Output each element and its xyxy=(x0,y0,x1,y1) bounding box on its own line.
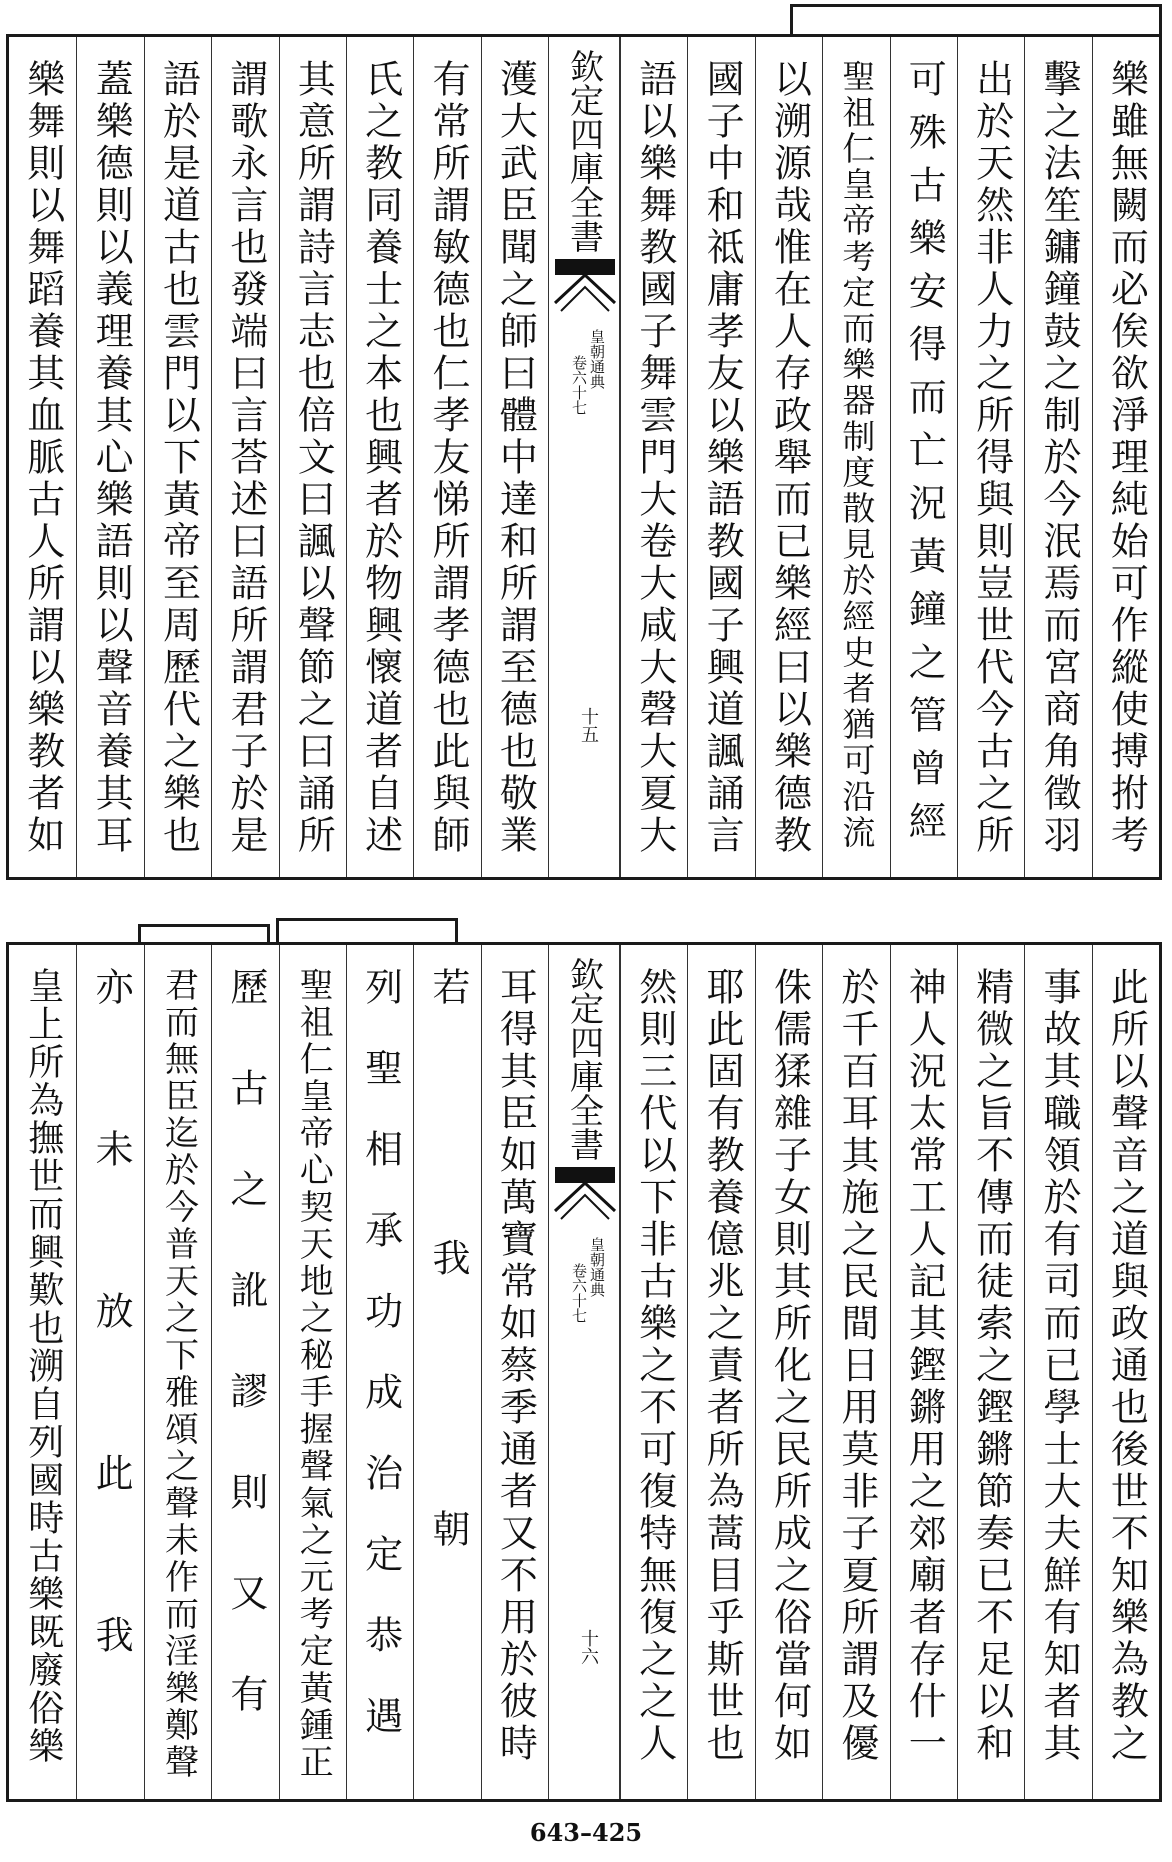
column-text: 若我朝 xyxy=(425,967,470,1780)
text-column xyxy=(1092,945,1159,1799)
text-column xyxy=(687,37,754,877)
bottom-page-frame xyxy=(6,942,1162,1802)
text-column xyxy=(76,945,143,1799)
page-footer-number: 643–425 xyxy=(529,1818,643,1847)
column-text: 於千百耳其施之民間日用莫非子夏所謂及優 xyxy=(834,967,879,1765)
column-text: 然則三代以下非古樂之不可復特無復之之人 xyxy=(632,967,677,1765)
text-column xyxy=(755,37,822,877)
text-column xyxy=(76,37,143,877)
banner-title: 欽定四庫全書 xyxy=(563,49,604,253)
column-text: 濩大武臣聞之師曰體中達和所謂至德也敬業 xyxy=(493,59,538,857)
column-text: 歷古之訛謬則又有 xyxy=(223,967,268,1775)
banner-column xyxy=(548,945,620,1799)
column-text: 擊之法笙鏞鐘鼓之制於今泯焉而宮商角徵羽 xyxy=(1036,59,1081,857)
text-column xyxy=(957,37,1024,877)
column-text: 聖祖仁皇帝心契天地之秘手握聲氣之元考定黃鍾正 xyxy=(293,967,334,1781)
text-column xyxy=(755,945,822,1799)
top-page-frame xyxy=(6,34,1162,880)
text-column xyxy=(144,37,211,877)
column-text: 侏儒猱雜子女則其所化之民所成之俗當何如 xyxy=(767,967,812,1765)
column-text: 出於天然非人力之所得與則豈世代今古之所 xyxy=(969,59,1014,857)
column-text: 氏之教同養士之本也興者於物興懷道者自述 xyxy=(358,59,403,857)
column-text: 此所以聲音之道與政通也後世不知樂為教之 xyxy=(1104,967,1149,1765)
text-column xyxy=(822,945,889,1799)
column-text: 皇上所為撫世而興歎也溯自列國時古樂既廢俗樂 xyxy=(22,967,64,1765)
banner-column xyxy=(548,37,620,877)
column-text: 君而無臣迄於今普天之下雅頌之聲未作而淫樂鄭聲 xyxy=(158,967,199,1781)
text-column xyxy=(620,37,687,877)
banner-source: 皇朝通典 xyxy=(588,1237,606,1297)
text-column xyxy=(957,945,1024,1799)
text-column xyxy=(481,945,548,1799)
column-text: 以溯源哉惟在人存政舉而已樂經曰以樂德教 xyxy=(767,59,812,857)
text-column xyxy=(211,945,278,1799)
text-column xyxy=(890,37,957,877)
column-text: 神人況太常工人記其鏗鏘用之郊廟者存什一 xyxy=(902,967,947,1765)
column-text: 列聖相承功成治定恭遇 xyxy=(358,967,403,1777)
column-text: 耳得其臣如萬寶常如蔡季通者又不用於彼時 xyxy=(493,967,538,1765)
text-column xyxy=(620,945,687,1799)
column-text: 樂舞則以舞蹈養其血脈古人所謂以樂教者如 xyxy=(20,59,65,857)
column-text: 有常所謂敏德也仁孝友悌所謂孝德也此與師 xyxy=(425,59,470,857)
banner-page-number: 十六 xyxy=(578,1629,599,1665)
text-column xyxy=(687,945,754,1799)
text-column xyxy=(1024,945,1091,1799)
banner-page-number: 十五 xyxy=(578,707,599,743)
column-text: 國子中和祗庸孝友以樂語教國子興道諷誦言 xyxy=(700,59,745,857)
column-text: 語以樂舞教國子舞雲門大卷大咸大磬大夏大 xyxy=(632,59,677,857)
text-column xyxy=(413,945,480,1799)
fish-tail-mark xyxy=(549,259,621,319)
top-raised-tab xyxy=(790,4,1162,38)
text-column xyxy=(279,945,346,1799)
column-text: 語於是道古也雲門以下黃帝至周歷代之樂也 xyxy=(156,59,201,857)
column-text: 精微之旨不傳而徒索之鏗鏘節奏已不足以和 xyxy=(969,967,1014,1765)
text-column xyxy=(279,37,346,877)
text-column xyxy=(9,37,76,877)
column-text: 謂歌永言也發端曰言荅述曰語所謂君子於是 xyxy=(223,59,268,857)
text-column xyxy=(346,945,413,1799)
column-text: 蓋樂德則以義理養其心樂語則以聲音養其耳 xyxy=(89,59,134,857)
text-column xyxy=(890,945,957,1799)
text-column xyxy=(413,37,480,877)
column-text: 可殊古樂安得而亡況黃鐘之管曾經 xyxy=(902,59,947,854)
text-column xyxy=(346,37,413,877)
text-column xyxy=(481,37,548,877)
text-column xyxy=(822,37,889,877)
text-column xyxy=(9,945,76,1799)
text-column xyxy=(1092,37,1159,877)
fish-tail-mark xyxy=(549,1167,621,1227)
column-text: 聖祖仁皇帝考定而樂器制度散見於經史者猶可沿流 xyxy=(837,59,877,851)
text-column xyxy=(144,945,211,1799)
column-text: 亦未放此我 xyxy=(89,967,134,1777)
text-column xyxy=(211,37,278,877)
column-text: 其意所謂詩言志也倍文曰諷以聲節之曰誦所 xyxy=(291,59,336,857)
column-text: 事故其職領於有司而已學士大夫鮮有知者其 xyxy=(1036,967,1081,1765)
text-column xyxy=(1024,37,1091,877)
column-text: 耶此固有教養億兆之責者所為蒿目乎斯世也 xyxy=(700,967,745,1765)
column-text: 樂雖無闕而必俟欲淨理純始可作縱使搏拊考 xyxy=(1104,59,1149,857)
banner-title: 欽定四庫全書 xyxy=(563,957,604,1161)
banner-volume: 卷六十七 xyxy=(570,1263,588,1323)
banner-volume: 卷六十七 xyxy=(570,355,588,415)
banner-source: 皇朝通典 xyxy=(588,329,606,389)
